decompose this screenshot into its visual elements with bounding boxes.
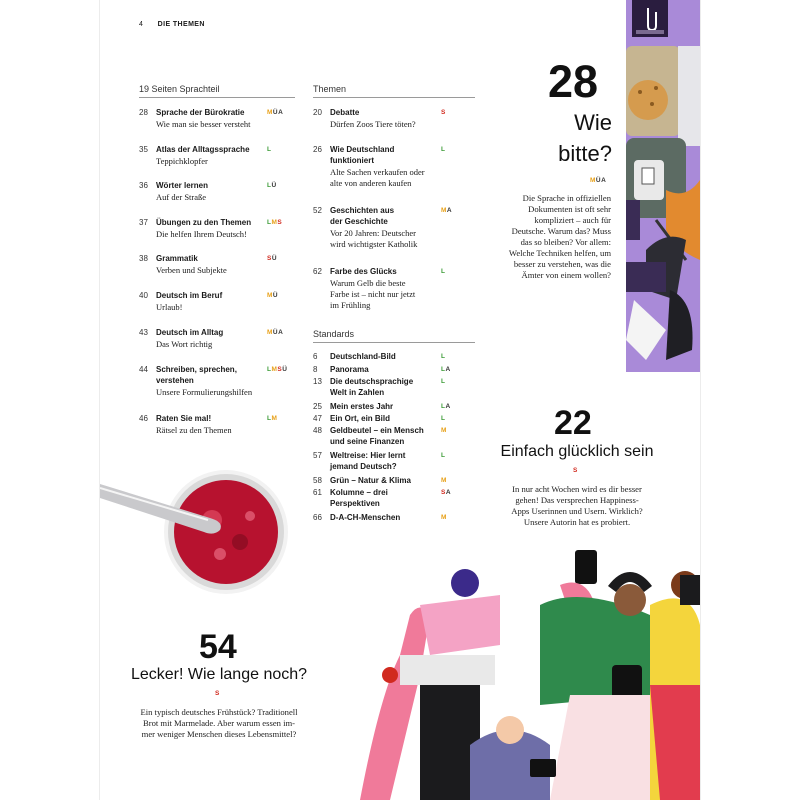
level-badge-m: M bbox=[441, 477, 447, 484]
level-badge-l: L bbox=[441, 366, 446, 373]
toc-subtitle: Wie man sie besser versteht bbox=[156, 119, 251, 129]
toc-page-number: 46 bbox=[139, 414, 148, 423]
toc-title: Wie Deutschland bbox=[330, 145, 395, 154]
body-text-line: Ämter von einem wollen? bbox=[521, 270, 611, 280]
feature28-headline-line2: bitte? bbox=[558, 141, 612, 166]
toc-page-number: 13 bbox=[313, 377, 322, 386]
toc-badges bbox=[441, 451, 445, 462]
toc-page-number: 6 bbox=[313, 352, 318, 361]
feature28-headline-line1: Wie bbox=[574, 110, 612, 135]
people-illustration bbox=[350, 545, 700, 800]
body-text-line: Welche Techniken helfen, um bbox=[508, 248, 611, 258]
toc-title-line2: und seine Finanzen bbox=[330, 437, 405, 446]
toc-badges bbox=[267, 181, 277, 192]
toc-title: Schreiben, sprechen, bbox=[156, 365, 237, 374]
toc-page-number: 8 bbox=[313, 365, 318, 374]
level-badge-m: M bbox=[441, 207, 447, 214]
jam-jar-illustration bbox=[100, 470, 300, 610]
level-badge-s: S bbox=[441, 489, 446, 496]
body-text-line: besser zu verstehen, was die bbox=[513, 259, 611, 269]
toc-badges bbox=[441, 426, 447, 437]
body-text-line: Unsere Autorin hat es probiert. bbox=[523, 517, 631, 527]
themen-heading: Themen bbox=[313, 84, 347, 94]
level-badge-s: S bbox=[215, 690, 220, 697]
toc-subtitle: Teppichklopfer bbox=[156, 156, 208, 166]
level-badge-l: L bbox=[267, 366, 272, 373]
toc-title: Geldbeutel – ein Mensch bbox=[330, 426, 424, 435]
level-badge-a: A bbox=[445, 489, 452, 496]
toc-page-number: 58 bbox=[313, 476, 322, 485]
level-badge-l: L bbox=[267, 415, 272, 422]
feature28-text bbox=[495, 193, 611, 281]
page-number: 4 bbox=[139, 21, 144, 28]
toc-page-number: 38 bbox=[139, 254, 148, 263]
level-badge-m: M bbox=[441, 514, 447, 521]
toc-badges bbox=[441, 414, 445, 425]
toc-title-line2: jemand Deutsch? bbox=[330, 462, 397, 471]
toc-page-number: 52 bbox=[313, 206, 322, 215]
level-badge-s: S bbox=[277, 219, 283, 226]
body-text-line: Die Sprache in offiziellen bbox=[522, 193, 611, 203]
level-badge-a: A bbox=[278, 329, 284, 336]
standards-heading: Standards bbox=[313, 329, 355, 339]
level-badge-ue: Ü bbox=[272, 329, 279, 336]
level-badge-l: L bbox=[441, 353, 446, 360]
toc-badges bbox=[267, 291, 278, 302]
toc-page-number: 66 bbox=[313, 513, 322, 522]
toc-badges bbox=[441, 402, 451, 413]
toc-badges bbox=[267, 108, 283, 119]
toc-page-number: 44 bbox=[139, 365, 148, 374]
level-badge-m: M bbox=[590, 177, 596, 184]
toc-title: Deutsch im Beruf bbox=[156, 291, 223, 300]
body-text-line: mer weniger Menschen dieses Lebensmittel? bbox=[141, 729, 297, 739]
toc-title: D-A-CH-Menschen bbox=[330, 513, 401, 522]
toc-title: Deutschland-Bild bbox=[330, 352, 396, 361]
toc-subtitle: Die helfen Ihrem Deutsch! bbox=[156, 229, 247, 239]
level-badge-a: A bbox=[601, 177, 607, 184]
level-badge-m: M bbox=[267, 292, 273, 299]
feature22-headline: Einfach glücklich sein bbox=[500, 443, 654, 460]
feature22-text bbox=[491, 484, 663, 528]
level-badge-l: L bbox=[267, 219, 272, 226]
toc-title: Panorama bbox=[330, 365, 369, 374]
level-badge-l: L bbox=[441, 452, 446, 459]
body-text-line: Deutsche. Warum das? Muss bbox=[511, 226, 611, 236]
toc-subtitle: Rätsel zu den Themen bbox=[156, 425, 232, 435]
toc-subtitle: alte von anderen kaufen bbox=[330, 178, 412, 188]
toc-title: Raten Sie mal! bbox=[156, 414, 212, 423]
toc-badges bbox=[441, 145, 445, 156]
toc-title-line2: funktioniert bbox=[330, 156, 374, 165]
bureau-illustration-svg bbox=[626, 0, 700, 372]
toc-title: Farbe des Glücks bbox=[330, 267, 397, 276]
level-badge-a: A bbox=[445, 366, 451, 373]
sprachteil-rule bbox=[139, 97, 295, 98]
body-text-line: In nur acht Wochen wird es dir besser bbox=[512, 484, 642, 494]
toc-title: Geschichten aus bbox=[330, 206, 395, 215]
level-badge-ue: Ü bbox=[272, 292, 279, 299]
level-badge-l: L bbox=[441, 378, 446, 385]
toc-page-number: 57 bbox=[313, 451, 322, 460]
toc-page-number: 36 bbox=[139, 181, 148, 190]
body-text-line: Ein typisch deutsches Frühstück? Traditionell bbox=[140, 707, 298, 717]
level-badge-ue: Ü bbox=[271, 182, 277, 189]
level-badge-ue: Ü bbox=[282, 366, 288, 373]
feature54-text bbox=[120, 707, 318, 740]
toc-title-line2: Perspektiven bbox=[330, 499, 380, 508]
toc-title-line2: der Geschichte bbox=[330, 217, 388, 226]
toc-page-number: 20 bbox=[313, 108, 322, 117]
toc-badges bbox=[267, 414, 277, 425]
level-badge-l: L bbox=[267, 146, 272, 153]
level-badge-a: A bbox=[446, 207, 453, 214]
feature22-badges bbox=[573, 467, 578, 474]
level-badge-m: M bbox=[441, 427, 447, 434]
toc-title: Übungen zu den Themen bbox=[156, 218, 252, 227]
toc-subtitle: wird wichtigster Katholik bbox=[330, 239, 418, 249]
section-title: DIE THEMEN bbox=[157, 21, 205, 28]
toc-page-number: 26 bbox=[313, 145, 322, 154]
level-badge-m: M bbox=[267, 109, 273, 116]
level-badge-m: M bbox=[271, 366, 278, 373]
toc-title: Atlas der Alltagssprache bbox=[156, 145, 250, 154]
standards-rule bbox=[313, 342, 475, 343]
level-badge-ue: Ü bbox=[272, 109, 279, 116]
themen-rule bbox=[313, 97, 475, 98]
toc-page-number: 61 bbox=[313, 488, 322, 497]
level-badge-ue: Ü bbox=[595, 177, 602, 184]
toc-page-number: 40 bbox=[139, 291, 148, 300]
toc-page-number: 47 bbox=[313, 414, 322, 423]
feature54-headline: Lecker! Wie lange noch? bbox=[130, 666, 308, 683]
level-badge-l: L bbox=[441, 415, 446, 422]
toc-subtitle: im Frühling bbox=[330, 300, 371, 310]
feature28-number: 28 bbox=[548, 56, 599, 107]
toc-badges bbox=[441, 108, 446, 119]
feature22-number: 22 bbox=[554, 404, 592, 442]
level-badge-l: L bbox=[441, 268, 446, 275]
level-badge-m: M bbox=[271, 219, 278, 226]
level-badge-ue: Ü bbox=[271, 255, 278, 262]
level-badge-l: L bbox=[441, 146, 446, 153]
toc-page-number: 35 bbox=[139, 145, 148, 154]
illustration-bureau bbox=[626, 0, 700, 372]
level-badge-m: M bbox=[267, 329, 273, 336]
body-text-line: Brot mit Marmelade. Aber warum essen im- bbox=[142, 718, 296, 728]
toc-badges bbox=[441, 377, 445, 388]
toc-badges bbox=[441, 488, 451, 499]
toc-title: Ein Ort, ein Bild bbox=[330, 414, 391, 423]
toc-subtitle: Auf der Straße bbox=[156, 192, 207, 202]
toc-page-number: 37 bbox=[139, 218, 148, 227]
toc-title: Weltreise: Hier lernt bbox=[330, 451, 406, 460]
magazine-page bbox=[100, 0, 700, 800]
body-text-line: Apps Userinnen und Usern. Wirklich? bbox=[511, 506, 643, 516]
level-badge-l: L bbox=[441, 403, 446, 410]
toc-title: Deutsch im Alltag bbox=[156, 328, 224, 337]
toc-title: Grammatik bbox=[156, 254, 198, 263]
toc-badges bbox=[441, 513, 447, 524]
toc-badges bbox=[441, 267, 445, 278]
body-text-line: kompliziert – auch für bbox=[534, 215, 611, 225]
toc-subtitle: Warum Gelb die beste bbox=[330, 278, 406, 288]
toc-page-number: 62 bbox=[313, 267, 322, 276]
toc-badges bbox=[441, 365, 451, 376]
page-header bbox=[139, 21, 205, 28]
toc-page-number: 28 bbox=[139, 108, 148, 117]
toc-subtitle: Alte Sachen verkaufen oder bbox=[330, 167, 425, 177]
feature28-badges bbox=[590, 177, 606, 184]
toc-badges bbox=[441, 476, 447, 487]
level-badge-a: A bbox=[278, 109, 284, 116]
sprachteil-heading: 19 Seiten Sprachteil bbox=[139, 84, 220, 94]
level-badge-s: S bbox=[277, 366, 283, 373]
toc-subtitle: Das Wort richtig bbox=[156, 339, 213, 349]
feature54-number: 54 bbox=[199, 628, 237, 666]
feature54-badges bbox=[215, 690, 220, 697]
toc-page-number: 25 bbox=[313, 402, 322, 411]
toc-subtitle: Vor 20 Jahren: Deutscher bbox=[330, 228, 417, 238]
toc-title: Kolumne – drei bbox=[330, 488, 388, 497]
toc-title-line2: Welt in Zahlen bbox=[330, 388, 385, 397]
toc-subtitle: Dürfen Zoos Tiere töten? bbox=[330, 119, 416, 129]
level-badge-a: A bbox=[445, 403, 451, 410]
toc-subtitle: Verben und Subjekte bbox=[156, 265, 227, 275]
toc-subtitle: Farbe ist – nicht nur jetzt bbox=[330, 289, 416, 299]
toc-badges bbox=[267, 254, 277, 265]
body-text-line: das so bleiben? Vor allem: bbox=[520, 237, 611, 247]
toc-title: Debatte bbox=[330, 108, 360, 117]
toc-subtitle: Urlaub! bbox=[156, 302, 183, 312]
level-badge-s: S bbox=[267, 255, 272, 262]
toc-badges bbox=[441, 206, 452, 217]
toc-badges bbox=[267, 365, 287, 376]
toc-badges bbox=[267, 218, 282, 229]
toc-badges bbox=[441, 352, 445, 363]
toc-title: Die deutschsprachige bbox=[330, 377, 414, 386]
level-badge-l: L bbox=[267, 182, 272, 189]
toc-title-line2: verstehen bbox=[156, 376, 194, 385]
toc-badges bbox=[267, 145, 271, 156]
toc-title: Sprache der Bürokratie bbox=[156, 108, 245, 117]
toc-page-number: 48 bbox=[313, 426, 322, 435]
level-badge-m: M bbox=[271, 415, 278, 422]
body-text-line: gehen! Das versprechen Happiness- bbox=[515, 495, 639, 505]
toc-title: Wörter lernen bbox=[156, 181, 209, 190]
body-text-line: Dokumenten ist oft sehr bbox=[528, 204, 611, 214]
toc-badges bbox=[267, 328, 283, 339]
level-badge-s: S bbox=[573, 467, 578, 474]
toc-page-number: 43 bbox=[139, 328, 148, 337]
toc-subtitle: Unsere Formulierungshilfen bbox=[156, 387, 253, 397]
toc-title: Grün – Natur & Klima bbox=[330, 476, 411, 485]
toc-title: Mein erstes Jahr bbox=[330, 402, 394, 411]
level-badge-s: S bbox=[441, 109, 446, 116]
